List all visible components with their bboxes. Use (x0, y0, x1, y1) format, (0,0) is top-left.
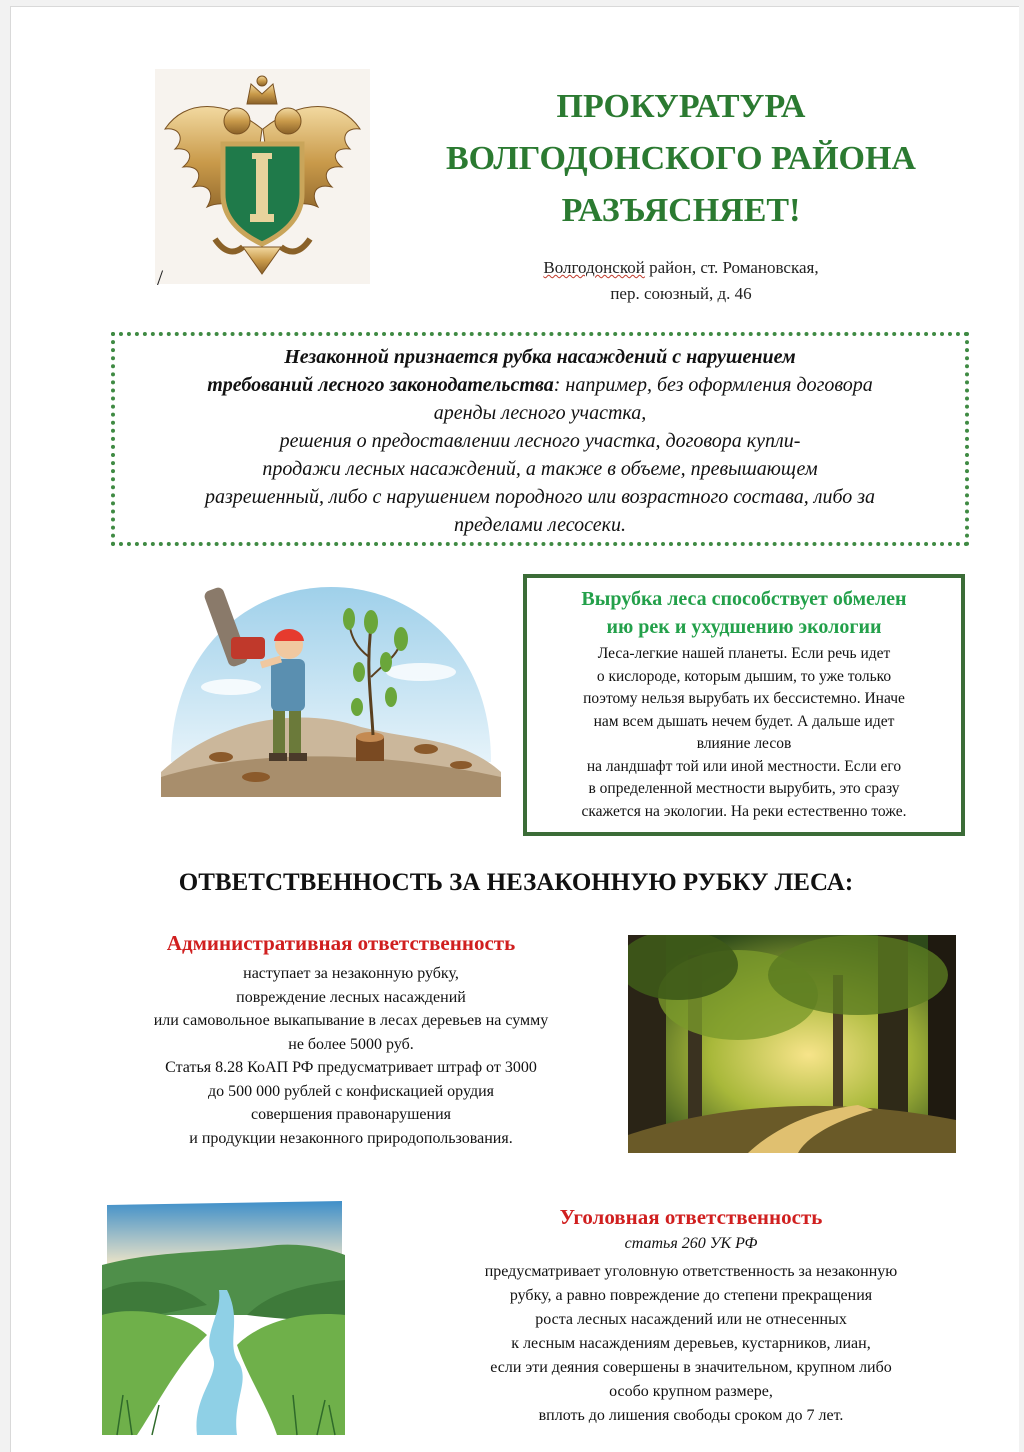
lumberjack-illustration (161, 567, 501, 817)
document-page (10, 6, 1019, 1452)
definition-line: разрешенный, либо с нарушением породного или возрастного состава, либо за (204, 486, 876, 508)
definition-bold-1: Незаконной признается рубка насаждений с нарушением (284, 346, 796, 368)
administrative-body (81, 962, 621, 1150)
ecology-title-line: Вырубка леса способствует обмелен (581, 588, 907, 610)
address-line1-rest: район, ст. Романовская, (644, 258, 819, 277)
criminal-title: Уголовная ответственность (559, 1205, 823, 1229)
definition-line: аренды лесного участка, (433, 402, 647, 424)
ecology-line: о кислороде, которым дышим, то уже только (596, 667, 892, 685)
definition-line2-rest: : например, без оформления договора (553, 374, 873, 396)
administrative-title: Административная ответственность (166, 931, 516, 955)
stray-slash: / (157, 265, 164, 290)
definition-line: решения о предоставлении лесного участка, договора купли- (279, 430, 801, 452)
address-line2: пер. союзный, д. 46 (610, 284, 752, 303)
definition-line: пределами лесосеки. (454, 514, 626, 536)
administrative-line: или самовольное выкапывание в лесах деревьев на сумму (153, 1012, 549, 1029)
criminal-body (411, 1260, 971, 1428)
definition-bold-2: требований лесного законодательства (207, 374, 554, 396)
river-valley-painting (97, 1195, 347, 1439)
ecology-line: влияние лесов (696, 735, 792, 752)
administrative-line: и продукции незаконного природопользования. (189, 1129, 513, 1147)
ecology-title-line: ию рек и ухудшению экологии (606, 616, 882, 638)
administrative-line: не более 5000 руб. (288, 1035, 414, 1053)
definition-text (123, 343, 957, 539)
administrative-line: повреждение лесных насаждений (236, 988, 466, 1006)
administrative-line: Статья 8.28 КоАП РФ предусматривает штраф от 3000 (165, 1059, 537, 1076)
responsibility-heading: ОТВЕТСТВЕННОСТЬ ЗА НЕЗАКОННУЮ РУБКУ ЛЕСА: (178, 869, 854, 896)
address-district: Волгодонской (543, 258, 645, 277)
ecology-body (533, 643, 955, 823)
ecology-title (533, 585, 955, 641)
ecology-line: нам всем дышать нечем будет. А дальше идет (593, 712, 895, 730)
ecology-line: в определенной местности вырубить, это сразу (588, 780, 900, 797)
ecology-line: скажется на экологии. На реки естественно тоже. (581, 802, 907, 820)
title-line: РАЗЪЯСНЯЕТ! (561, 192, 801, 229)
administrative-line: наступает за незаконную рубку, (243, 965, 459, 982)
criminal-line: роста лесных насаждений или не отнесенных (535, 1311, 847, 1328)
criminal-line: рубку, а равно повреждение до степени прекращения (509, 1287, 873, 1304)
ecology-line: Леса-легкие нашей планеты. Если речь идет (597, 645, 891, 662)
title-line: ПРОКУРАТУРА (556, 88, 806, 125)
forest-painting (628, 935, 956, 1153)
prosecutor-emblem-icon (155, 69, 370, 284)
page-title (381, 81, 981, 237)
criminal-line: особо крупном размере, (609, 1383, 773, 1400)
definition-line: продажи лесных насаждений, а также в объеме, превышающем (262, 458, 818, 480)
administrative-line: до 500 000 рублей с конфискацией орудия (207, 1082, 495, 1100)
criminal-line: к лесным насаждениям деревьев, кустарников, лиан, (511, 1335, 871, 1352)
title-line: ВОЛГОДОНСКОГО РАЙОНА (446, 140, 916, 177)
criminal-line: предусматривает уголовную ответственность за незаконную (484, 1263, 898, 1280)
criminal-subtitle: статья 260 УК РФ (624, 1235, 758, 1252)
criminal-line: если эти деяния совершены в значительном, крупном либо (490, 1359, 892, 1376)
ecology-line: на ландшафт той или иной местности. Если его (586, 757, 902, 775)
criminal-line: вплоть до лишения свободы сроком до 7 лет. (538, 1407, 844, 1424)
administrative-line: совершения правонарушения (250, 1106, 452, 1123)
address (471, 255, 891, 307)
ecology-line: поэтому нельзя вырубать их бессистемно. Иначе (583, 690, 905, 707)
